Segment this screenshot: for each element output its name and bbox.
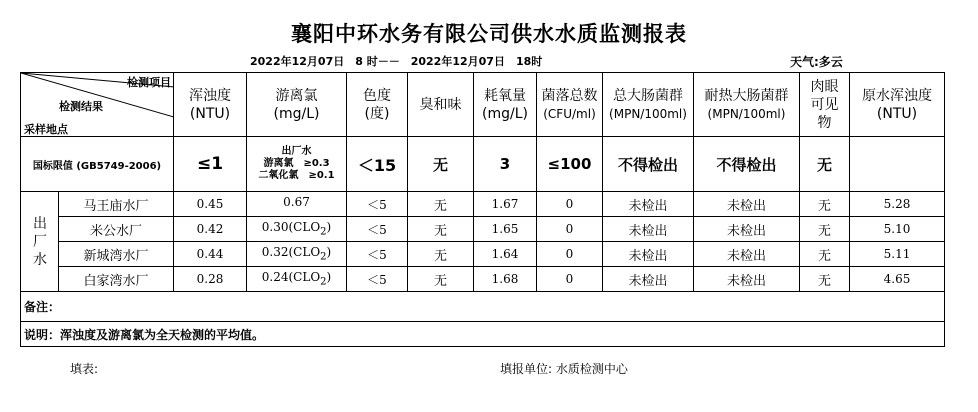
odor-value: 无 — [408, 267, 474, 292]
header-row — [21, 73, 945, 137]
standard-color: ＜15 — [347, 137, 408, 192]
thermo-coliform-value: 未检出 — [694, 267, 800, 292]
standard-odor: 无 — [408, 137, 474, 192]
raw-turbidity-value: 5.28 — [850, 192, 945, 217]
report-title: 襄阳中环水务有限公司供水水质监测报表 — [291, 21, 687, 46]
plant-name: 新城湾水厂 — [59, 242, 174, 267]
oxygen-value: 1.67 — [474, 192, 537, 217]
reporting-unit: 填报单位: 水质检测中心 — [500, 362, 628, 376]
turbidity-value: 0.44 — [174, 242, 247, 267]
colony-value: 0 — [537, 192, 603, 217]
colony-value: 0 — [537, 267, 603, 292]
visible-value: 无 — [800, 242, 850, 267]
thermo-coliform-value: 未检出 — [694, 242, 800, 267]
standard-visible: 无 — [800, 137, 850, 192]
standard-turbidity: ≤1 — [174, 137, 247, 192]
odor-value: 无 — [408, 192, 474, 217]
header-colony: 菌落总数 (CFU/ml) — [537, 73, 603, 137]
visible-value: 无 — [800, 217, 850, 242]
table-row — [21, 192, 945, 217]
raw-turbidity-value: 5.10 — [850, 217, 945, 242]
chlorine-value: $0.24(CLO_2)$ — [247, 267, 347, 292]
turbidity-value: 0.42 — [174, 217, 247, 242]
chlorine-value: $0.30(CLO_2)$ — [247, 217, 347, 242]
coliform-value: 未检出 — [603, 267, 694, 292]
coliform-value: 未检出 — [603, 242, 694, 267]
header-turbidity: 浑浊度 (NTU) — [174, 73, 247, 137]
time-range: 2022年12月07日 8 时－－ 2022年12月07日 18时 — [250, 55, 543, 68]
remark-label: 备注： — [21, 292, 945, 322]
header-raw-turbidity: 原水浑浊度 (NTU) — [850, 73, 945, 137]
chlorine-value: 0.67 — [247, 192, 347, 217]
standard-raw-turbidity — [850, 137, 945, 192]
standard-oxygen: 3 — [474, 137, 537, 192]
plant-name: 马王庙水厂 — [59, 192, 174, 217]
colony-value: 0 — [537, 242, 603, 267]
visible-value: 无 — [800, 192, 850, 217]
oxygen-value: 1.65 — [474, 217, 537, 242]
visible-value: 无 — [800, 267, 850, 292]
thermo-coliform-value: 未检出 — [694, 217, 800, 242]
note-row — [21, 322, 945, 347]
header-oxygen: 耗氧量 (mg/L) — [474, 73, 537, 137]
header-thermo-coliform: 耐热大肠菌群 (MPN/100ml) — [694, 73, 800, 137]
coliform-value: 未检出 — [603, 192, 694, 217]
standard-coliform: 不得检出 — [603, 137, 694, 192]
odor-value: 无 — [408, 242, 474, 267]
turbidity-value: 0.45 — [174, 192, 247, 217]
corner-result-label: 检测结果 — [59, 100, 103, 113]
standard-thermo-coliform: 不得检出 — [694, 137, 800, 192]
table-row — [21, 267, 945, 292]
color-value: ＜5 — [347, 217, 408, 242]
group-label: 出厂水 — [21, 192, 59, 292]
standard-chlorine: 出厂水 游离氯 ≥0.3 二氧化氯 ≥0.1 — [247, 137, 347, 192]
table-row — [21, 217, 945, 242]
thermo-coliform-value: 未检出 — [694, 192, 800, 217]
corner-location-label: 采样地点 — [24, 123, 68, 136]
standard-label: 国标限值 (GB5749-2006) — [21, 137, 174, 192]
color-value: ＜5 — [347, 192, 408, 217]
weather: 天气:多云 — [790, 55, 843, 69]
plant-name: 米公水厂 — [59, 217, 174, 242]
water-quality-table — [20, 72, 945, 347]
turbidity-value: 0.28 — [174, 267, 247, 292]
plant-name: 白家湾水厂 — [59, 267, 174, 292]
table-row — [21, 242, 945, 267]
color-value: ＜5 — [347, 242, 408, 267]
corner-header — [21, 73, 174, 137]
raw-turbidity-value: 5.11 — [850, 242, 945, 267]
standard-colony: ≤100 — [537, 137, 603, 192]
header-odor: 臭和味 — [408, 73, 474, 137]
corner-item-label: 检测项目 — [127, 76, 171, 89]
oxygen-value: 1.64 — [474, 242, 537, 267]
chlorine-value: $0.32(CLO_2)$ — [247, 242, 347, 267]
remark-row — [21, 292, 945, 322]
standard-row — [21, 137, 945, 192]
coliform-value: 未检出 — [603, 217, 694, 242]
header-chlorine: 游离氯 (mg/L) — [247, 73, 347, 137]
header-visible: 肉眼 可见 物 — [800, 73, 850, 137]
filler-label: 填表: — [70, 362, 99, 376]
raw-turbidity-value: 4.65 — [850, 267, 945, 292]
colony-value: 0 — [537, 217, 603, 242]
note-text: 说明：浑浊度及游离氯为全天检测的平均值。 — [21, 322, 945, 347]
header-color: 色度 (度) — [347, 73, 408, 137]
header-coliform: 总大肠菌群 (MPN/100ml) — [603, 73, 694, 137]
oxygen-value: 1.68 — [474, 267, 537, 292]
odor-value: 无 — [408, 217, 474, 242]
color-value: ＜5 — [347, 267, 408, 292]
